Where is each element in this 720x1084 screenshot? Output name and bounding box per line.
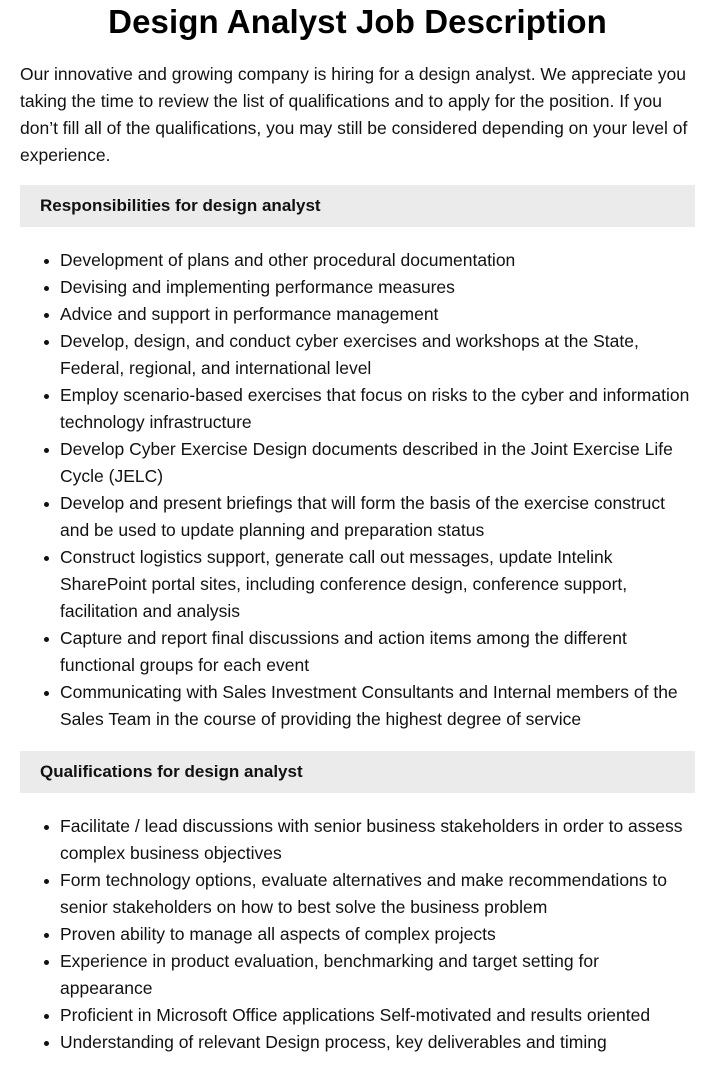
list-item-text: Capture and report final discussions and action items among the different functional groups for each event <box>60 628 627 675</box>
list-item-text: Advice and support in performance management <box>60 304 439 324</box>
list-item <box>60 436 695 490</box>
list-item-text: Proficient in Microsoft Office applications Self-motivated and results oriented <box>60 1005 651 1025</box>
list-item-text: Communicating with Sales Investment Consultants and Internal members of the Sales Team in the course of providing the highest degree of service <box>60 682 678 729</box>
list-item-text: Construct logistics support, generate call out messages, update Intelink SharePoint portal sites, including conference design, conference support, facilitation and analysis <box>60 547 628 621</box>
bullet-icon <box>44 960 49 965</box>
bullet-icon <box>44 286 49 291</box>
bullet-icon <box>44 556 49 561</box>
list-item-text: Develop, design, and conduct cyber exercises and workshops at the State, Federal, regional, and international level <box>60 331 639 378</box>
bullet-icon <box>44 879 49 884</box>
bullet-icon <box>44 259 49 264</box>
bullet-icon <box>44 340 49 345</box>
list-item <box>60 490 695 544</box>
list-item-text: Devising and implementing performance measures <box>60 277 455 297</box>
qualifications-heading: Qualifications for design analyst <box>20 751 695 793</box>
bullet-icon <box>44 448 49 453</box>
responsibilities-heading: Responsibilities for design analyst <box>20 185 695 227</box>
list-item <box>60 274 695 301</box>
list-item <box>60 679 695 733</box>
qualifications-list <box>20 813 695 1056</box>
list-item <box>60 921 695 948</box>
bullet-icon <box>44 313 49 318</box>
list-item <box>60 544 695 625</box>
list-item-text: Proven ability to manage all aspects of complex projects <box>60 924 496 944</box>
intro-paragraph: Our innovative and growing company is hiring for a design analyst. We appreciate you taking the time to review the list of qualifications and to apply for the position. If you don’t fill all of the qualifications, you may still be considered depending on your level of experience. <box>20 64 688 165</box>
bullet-icon <box>44 502 49 507</box>
bullet-icon <box>44 1041 49 1046</box>
page-title: Design Analyst Job Description <box>108 3 607 40</box>
list-item <box>60 1002 695 1029</box>
responsibilities-list <box>20 247 695 733</box>
list-item-text: Develop Cyber Exercise Design documents described in the Joint Exercise Life Cycle (JELC) <box>60 439 673 486</box>
list-item <box>60 625 695 679</box>
list-item-text: Development of plans and other procedural documentation <box>60 250 516 270</box>
list-item <box>60 382 695 436</box>
list-item <box>60 301 695 328</box>
list-item <box>60 867 695 921</box>
list-item-text: Experience in product evaluation, benchmarking and target setting for appearance <box>60 951 599 998</box>
list-item-text: Develop and present briefings that will form the basis of the exercise construct and be used to update planning and preparation status <box>60 493 666 540</box>
list-item <box>60 1029 695 1056</box>
bullet-icon <box>44 825 49 830</box>
list-item <box>60 813 695 867</box>
list-item <box>60 948 695 1002</box>
bullet-icon <box>44 691 49 696</box>
bullet-icon <box>44 933 49 938</box>
list-item-text: Form technology options, evaluate alternatives and make recommendations to senior stakeholders on how to best solve the business problem <box>60 870 667 917</box>
list-item <box>60 247 695 274</box>
bullet-icon <box>44 394 49 399</box>
bullet-icon <box>44 1014 49 1019</box>
list-item-text: Facilitate / lead discussions with senior business stakeholders in order to assess complex business objectives <box>60 816 683 863</box>
list-item-text: Understanding of relevant Design process, key deliverables and timing <box>60 1032 607 1052</box>
list-item <box>60 328 695 382</box>
bullet-icon <box>44 637 49 642</box>
list-item-text: Employ scenario-based exercises that focus on risks to the cyber and information technology infrastructure <box>60 385 690 432</box>
